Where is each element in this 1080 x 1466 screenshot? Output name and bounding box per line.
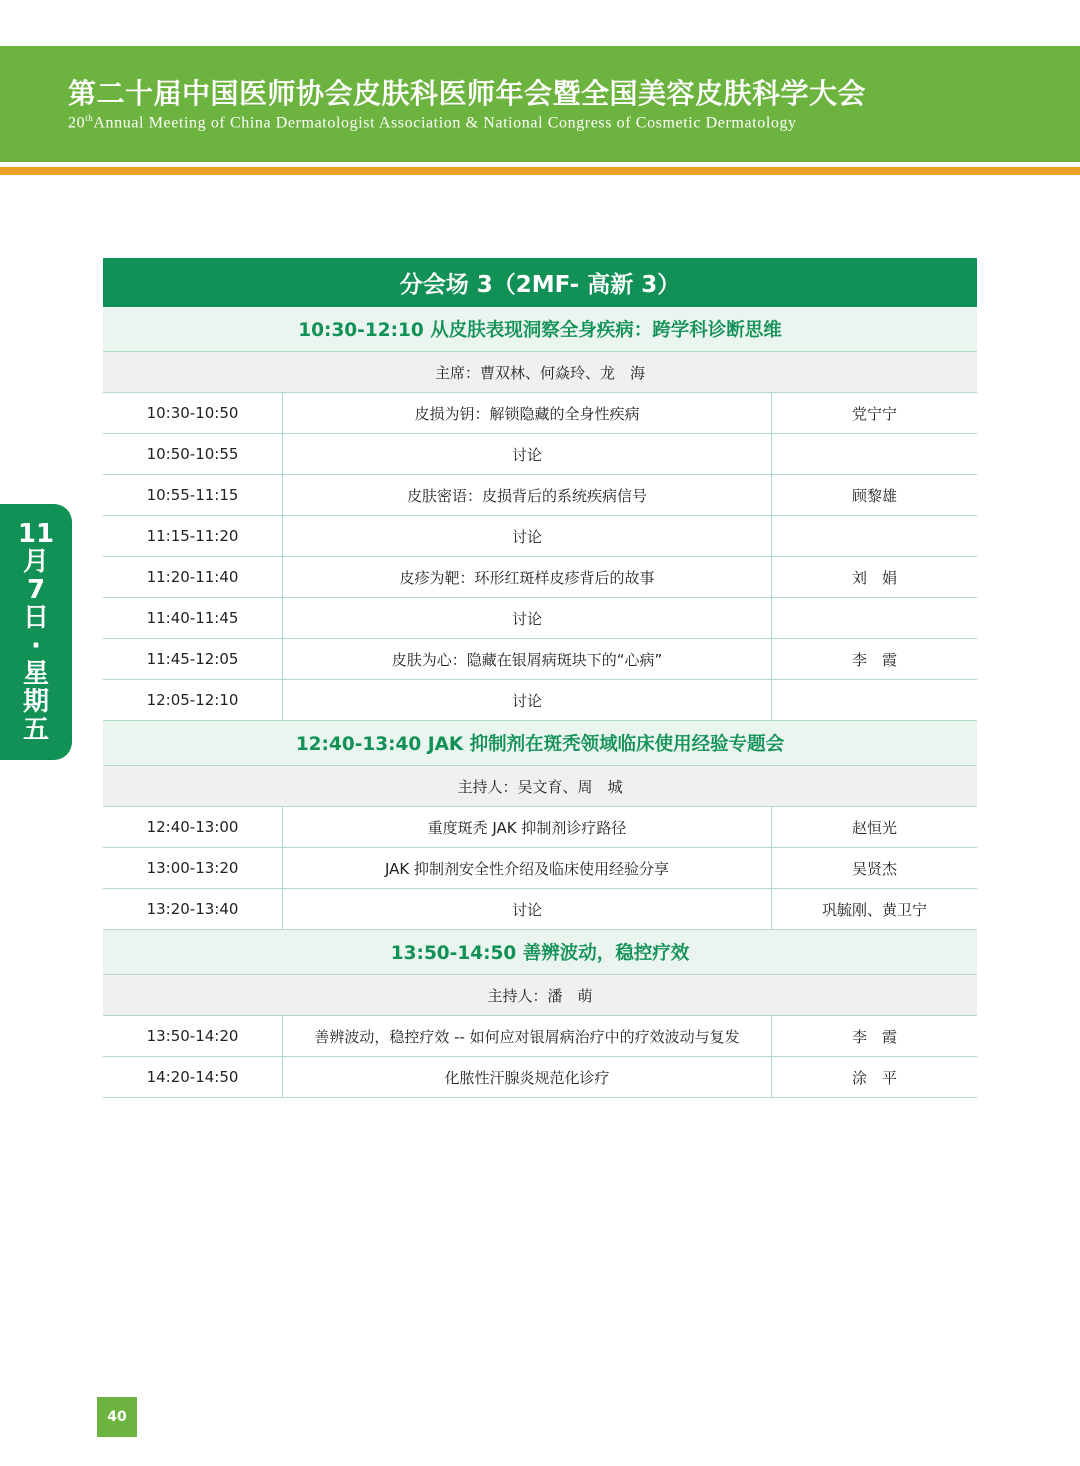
- speaker-cell: [772, 680, 977, 720]
- time-cell: 11:15-11:20: [103, 516, 283, 556]
- table-row: [103, 598, 977, 639]
- topic-cell: JAK 抑制剂安全性介绍及临床使用经验分享: [283, 848, 772, 888]
- subtitle-text: Annual Meeting of China Dermatologist Association & National Congress of Cosmetic Dermatology: [93, 114, 797, 132]
- speaker-cell: 刘 娟: [851, 568, 897, 587]
- topic-cell: 皮损为钥：解锁隐藏的全身性疾病: [283, 393, 772, 433]
- table-row: [103, 680, 977, 721]
- date-char: 7: [26, 575, 46, 605]
- speaker-cell: [772, 434, 977, 474]
- subtitle-number: 20: [68, 114, 86, 132]
- topic-cell: 皮疹为靶：环形红斑样皮疹背后的故事: [283, 557, 772, 597]
- date-char: 11: [17, 519, 55, 549]
- chair-row: 主席：曹双林、何焱玲、龙 海: [103, 352, 977, 393]
- topic-cell: 讨论: [283, 516, 772, 556]
- time-cell: 11:45-12:05: [103, 639, 283, 679]
- topic-cell: 化脓性汗腺炎规范化诊疗: [283, 1057, 772, 1097]
- speaker-cell: 吴贤杰: [851, 859, 897, 878]
- date-char: ·: [31, 631, 41, 661]
- table-row: [103, 639, 977, 680]
- speaker-cell: [772, 516, 977, 556]
- table-row: [103, 889, 977, 930]
- date-tab: [0, 504, 72, 760]
- topic-cell: 讨论: [283, 889, 772, 929]
- chair-row: 主持人：潘 萌: [103, 975, 977, 1016]
- speaker-cell: 李 霞: [851, 1027, 897, 1046]
- table-row: [103, 1057, 977, 1098]
- topic-cell: 皮肤密语：皮损背后的系统疾病信号: [283, 475, 772, 515]
- time-cell: 14:20-14:50: [103, 1057, 283, 1097]
- header-accent-stripe: [0, 167, 1080, 175]
- block-title: 10:30-12:10 从皮肤表现洞察全身疾病：跨学科诊断思维: [103, 307, 977, 352]
- schedule-table: [103, 258, 977, 1098]
- table-row: [103, 557, 977, 598]
- subtitle-ordinal: th: [85, 113, 94, 123]
- conference-title: 第二十届中国医师协会皮肤科医师年会暨全国美容皮肤科学大会: [68, 77, 867, 110]
- topic-cell: 重度斑秃 JAK 抑制剂诊疗路径: [283, 807, 772, 847]
- date-char: 五: [22, 715, 49, 745]
- topic-cell: 讨论: [283, 680, 772, 720]
- date-char: 日: [22, 603, 49, 633]
- date-char: 月: [22, 547, 49, 577]
- topic-cell: 讨论: [283, 598, 772, 638]
- time-cell: 12:05-12:10: [103, 680, 283, 720]
- time-cell: 10:50-10:55: [103, 434, 283, 474]
- topic-cell: 皮肤为心：隐藏在银屑病斑块下的“心病”: [283, 639, 772, 679]
- table-row: [103, 434, 977, 475]
- table-row: [103, 807, 977, 848]
- speaker-cell: 顾黎雄: [851, 486, 897, 505]
- speaker-cell: 涂 平: [851, 1068, 897, 1087]
- session-title: 分会场 3（2MF- 高新 3）: [103, 258, 977, 307]
- time-cell: 10:55-11:15: [103, 475, 283, 515]
- block-title: 12:40-13:40 JAK 抑制剂在斑秃领域临床使用经验专题会: [103, 721, 977, 766]
- table-row: [103, 516, 977, 557]
- time-cell: 11:20-11:40: [103, 557, 283, 597]
- table-row: [103, 848, 977, 889]
- speaker-cell: 李 霞: [851, 650, 897, 669]
- table-row: [103, 1016, 977, 1057]
- chair-row: 主持人：吴文育、周 城: [103, 766, 977, 807]
- topic-cell: 讨论: [283, 434, 772, 474]
- time-cell: 10:30-10:50: [103, 393, 283, 433]
- table-row: [103, 475, 977, 516]
- time-cell: 11:40-11:45: [103, 598, 283, 638]
- time-cell: 13:00-13:20: [103, 848, 283, 888]
- conference-subtitle: [68, 113, 797, 132]
- date-char: 星: [22, 659, 49, 689]
- speaker-cell: 巩毓刚、黄卫宁: [821, 900, 927, 919]
- speaker-cell: 赵恒光: [851, 818, 897, 837]
- time-cell: 12:40-13:00: [103, 807, 283, 847]
- speaker-cell: [772, 598, 977, 638]
- topic-cell: 善辨波动，稳控疗效 -- 如何应对银屑病治疗中的疗效波动与复发: [283, 1016, 772, 1056]
- speaker-cell: 党宁宁: [851, 404, 897, 423]
- table-row: [103, 393, 977, 434]
- block-title: 13:50-14:50 善辨波动，稳控疗效: [103, 930, 977, 975]
- date-char: 期: [22, 687, 49, 717]
- page-number: 40: [97, 1397, 137, 1437]
- time-cell: 13:20-13:40: [103, 889, 283, 929]
- time-cell: 13:50-14:20: [103, 1016, 283, 1056]
